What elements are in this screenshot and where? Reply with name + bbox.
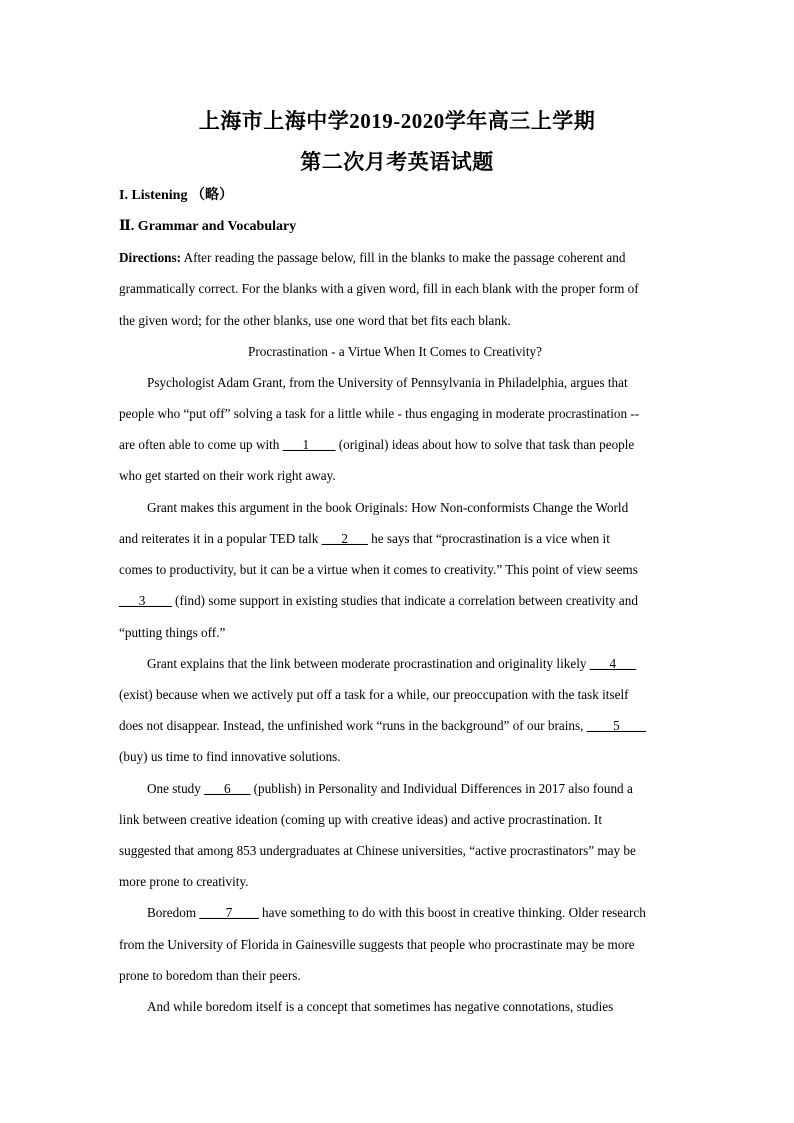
- paragraph3-line4: (buy) us time to find innovative solutions.: [119, 749, 341, 764]
- paragraph5-line1: [147, 904, 707, 922]
- paragraph5-line2: from the University of Florida in Gainesville suggests that people who procrastinate may be more: [119, 937, 635, 952]
- blank-3[interactable]: ___3____: [119, 593, 172, 608]
- exam-title-line2: 第二次月考英语试题: [300, 150, 494, 174]
- blank-7[interactable]: ____7____: [199, 905, 259, 920]
- paragraph2-line5: “putting things off.”: [119, 625, 226, 640]
- paragraph4-line1: [147, 780, 707, 798]
- paragraph2-line2: [119, 530, 679, 548]
- blank-5[interactable]: ____5____: [586, 718, 647, 733]
- text-span: Grant explains that the link between moderate procrastination and originality likely: [147, 656, 590, 671]
- directions-label: Directions:: [119, 250, 182, 265]
- paragraph2-line3: comes to productivity, but it can be a virtue when it comes to creativity.” This point of view seems: [119, 562, 638, 577]
- section-grammar-heading: Ⅱ. Grammar and Vocabulary: [119, 219, 297, 234]
- passage-title: Procrastination - a Virtue When It Comes to Creativity?: [248, 344, 542, 359]
- blank-1[interactable]: ___1____: [282, 437, 336, 452]
- text-span: have something to do with this boost in creative thinking. Older research: [258, 905, 646, 920]
- paragraph1-line3: [119, 436, 679, 454]
- paragraph5-line3: prone to boredom than their peers.: [119, 968, 301, 983]
- paragraph1-line4: who get started on their work right away.: [119, 468, 336, 483]
- section-listening-heading: I. Listening （略）: [119, 188, 233, 203]
- paragraph3-line3: [119, 717, 679, 735]
- directions-line3: the given word; for the other blanks, use one word that bet fits each blank.: [119, 313, 511, 328]
- text-span: he says that “procrastination is a vice when it: [367, 531, 610, 546]
- blank-2[interactable]: ___2___: [321, 531, 368, 546]
- text-span: (publish) in Personality and Individual Differences in 2017 also found a: [250, 781, 633, 796]
- paragraph3-line2: (exist) because when we actively put off a task for a while, our preoccupation with the task itself: [119, 687, 629, 702]
- paragraph3-line1: [147, 655, 707, 673]
- text-span: One study: [147, 781, 205, 796]
- blank-4[interactable]: ___4___: [589, 656, 636, 671]
- paragraph1-line1: Psychologist Adam Grant, from the University of Pennsylvania in Philadelphia, argues that: [147, 375, 628, 390]
- directions-text: After reading the passage below, fill in the blanks to make the passage coherent and: [181, 250, 626, 265]
- text-span: are often able to come up with: [119, 437, 283, 452]
- text-span: (original) ideas about how to solve that task than people: [335, 437, 635, 452]
- text-span: Boredom: [147, 905, 200, 920]
- paragraph4-line2: link between creative ideation (coming up with creative ideas) and active procrastination. It: [119, 812, 602, 827]
- paragraph6-line1: And while boredom itself is a concept that sometimes has negative connotations, studies: [147, 999, 614, 1014]
- paragraph2-line4: [119, 592, 679, 610]
- directions-line2: grammatically correct. For the blanks with a given word, fill in each blank with the proper form of: [119, 281, 639, 296]
- paragraph1-line2: people who “put off” solving a task for a little while - thus engaging in moderate procrastination --: [119, 406, 640, 421]
- blank-6[interactable]: ___6___: [204, 781, 251, 796]
- paragraph4-line4: more prone to creativity.: [119, 874, 249, 889]
- exam-title-line1: 上海市上海中学2019-2020学年高三上学期: [198, 109, 596, 133]
- text-span: and reiterates it in a popular TED talk: [119, 531, 322, 546]
- directions-line1: [119, 249, 679, 267]
- paragraph2-line1: Grant makes this argument in the book Originals: How Non-conformists Change the World: [147, 500, 629, 515]
- text-span: does not disappear. Instead, the unfinished work “runs in the background” of our brains,: [119, 718, 587, 733]
- paragraph4-line3: suggested that among 853 undergraduates at Chinese universities, “active procrastinators” may be: [119, 843, 636, 858]
- text-span: (find) some support in existing studies that indicate a correlation between creativity and: [171, 593, 638, 608]
